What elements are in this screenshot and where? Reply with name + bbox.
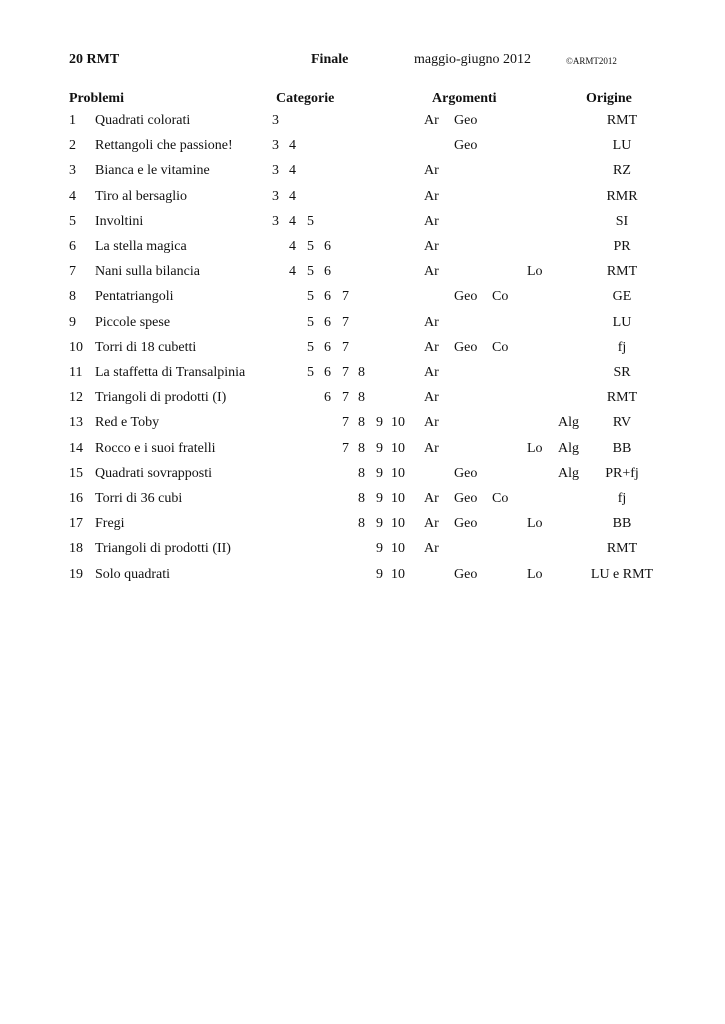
category-10: 10 (391, 466, 405, 481)
problem-title: Red e Toby (95, 415, 160, 430)
problem-title: Rettangoli che passione! (95, 138, 233, 153)
origin-code: SI (615, 214, 629, 229)
topic-alg: Alg (558, 466, 579, 481)
table-row (0, 214, 725, 239)
origin-code: PR+fj (605, 466, 639, 481)
table-row (0, 340, 725, 365)
problem-number: 8 (69, 289, 76, 304)
copyright-label: ©ARMT2012 (566, 56, 617, 66)
problem-number: 16 (69, 491, 83, 506)
category-8: 8 (358, 491, 365, 506)
category-3: 3 (272, 189, 279, 204)
category-6: 6 (324, 340, 331, 355)
topic-ar: Ar (424, 163, 439, 178)
category-9: 9 (376, 441, 383, 456)
table-row (0, 264, 725, 289)
origin-code: LU (612, 138, 632, 153)
problem-number: 4 (69, 189, 76, 204)
topic-co: Co (492, 289, 509, 304)
problem-number: 2 (69, 138, 76, 153)
category-10: 10 (391, 491, 405, 506)
problem-title: Pentatriangoli (95, 289, 174, 304)
table-row (0, 315, 725, 340)
topic-ar: Ar (424, 390, 439, 405)
topic-ar: Ar (424, 189, 439, 204)
problem-number: 9 (69, 315, 76, 330)
problem-title: La stella magica (95, 239, 187, 254)
problem-number: 5 (69, 214, 76, 229)
category-8: 8 (358, 365, 365, 380)
topic-geo: Geo (454, 138, 478, 153)
topic-ar: Ar (424, 113, 439, 128)
category-8: 8 (358, 441, 365, 456)
category-5: 5 (307, 289, 314, 304)
origin-code: BB (612, 516, 632, 531)
topic-ar: Ar (424, 264, 439, 279)
category-9: 9 (376, 491, 383, 506)
category-9: 9 (376, 415, 383, 430)
category-10: 10 (391, 441, 405, 456)
category-3: 3 (272, 138, 279, 153)
topic-co: Co (492, 491, 509, 506)
problem-title: Involtini (95, 214, 144, 229)
origin-code: RMT (606, 113, 638, 128)
category-8: 8 (358, 390, 365, 405)
problem-title: Triangoli di prodotti (II) (95, 541, 231, 556)
category-4: 4 (289, 214, 296, 229)
category-8: 8 (358, 415, 365, 430)
problem-number: 1 (69, 113, 76, 128)
table-row (0, 491, 725, 516)
category-6: 6 (324, 239, 331, 254)
topic-alg: Alg (558, 441, 579, 456)
category-7: 7 (342, 441, 349, 456)
table-row (0, 365, 725, 390)
problem-number: 3 (69, 163, 76, 178)
category-10: 10 (391, 415, 405, 430)
category-6: 6 (324, 289, 331, 304)
topic-geo: Geo (454, 567, 478, 582)
category-3: 3 (272, 163, 279, 178)
category-4: 4 (289, 264, 296, 279)
document-title: 20 RMT (69, 52, 120, 67)
problem-title: La staffetta di Transalpinia (95, 365, 246, 380)
problem-number: 15 (69, 466, 83, 481)
category-4: 4 (289, 163, 296, 178)
problem-title: Torri di 18 cubetti (95, 340, 197, 355)
problem-number: 11 (69, 365, 83, 380)
origin-code: RV (612, 415, 632, 430)
category-10: 10 (391, 567, 405, 582)
column-header-categories: Categorie (276, 91, 335, 106)
topic-ar: Ar (424, 315, 439, 330)
table-row (0, 289, 725, 314)
category-7: 7 (342, 365, 349, 380)
category-7: 7 (342, 390, 349, 405)
problem-number: 12 (69, 390, 83, 405)
topic-ar: Ar (424, 239, 439, 254)
topic-ar: Ar (424, 541, 439, 556)
table-row (0, 516, 725, 541)
problem-title: Solo quadrati (95, 567, 171, 582)
category-4: 4 (289, 138, 296, 153)
category-6: 6 (324, 365, 331, 380)
problem-title: Nani sulla bilancia (95, 264, 200, 279)
category-7: 7 (342, 315, 349, 330)
problem-title: Rocco e i suoi fratelli (95, 441, 216, 456)
origin-code: RMR (606, 189, 638, 204)
problem-title: Triangoli di prodotti (I) (95, 390, 227, 405)
origin-code: PR (613, 239, 631, 254)
problem-title: Quadrati colorati (95, 113, 191, 128)
category-8: 8 (358, 516, 365, 531)
category-9: 9 (376, 541, 383, 556)
date-label: maggio-giugno 2012 (414, 52, 532, 67)
category-4: 4 (289, 239, 296, 254)
topic-ar: Ar (424, 365, 439, 380)
problem-title: Torri di 36 cubi (95, 491, 183, 506)
category-9: 9 (376, 466, 383, 481)
category-6: 6 (324, 315, 331, 330)
problem-number: 17 (69, 516, 83, 531)
topic-ar: Ar (424, 491, 439, 506)
category-9: 9 (376, 516, 383, 531)
origin-code: RMT (606, 541, 638, 556)
origin-code: BB (612, 441, 632, 456)
category-9: 9 (376, 567, 383, 582)
column-header-topics: Argomenti (432, 91, 497, 106)
category-5: 5 (307, 365, 314, 380)
table-row (0, 113, 725, 138)
topic-lo: Lo (527, 441, 543, 456)
category-6: 6 (324, 390, 331, 405)
origin-code: RMT (606, 264, 638, 279)
category-4: 4 (289, 189, 296, 204)
topic-geo: Geo (454, 491, 478, 506)
problem-number: 10 (69, 340, 83, 355)
origin-code: RMT (606, 390, 638, 405)
topic-geo: Geo (454, 466, 478, 481)
problem-title: Quadrati sovrapposti (95, 466, 213, 481)
topic-ar: Ar (424, 441, 439, 456)
topic-geo: Geo (454, 340, 478, 355)
category-10: 10 (391, 516, 405, 531)
topic-geo: Geo (454, 289, 478, 304)
origin-code: LU e RMT (590, 567, 654, 582)
category-5: 5 (307, 340, 314, 355)
problem-number: 14 (69, 441, 83, 456)
table-row (0, 541, 725, 566)
table-row (0, 567, 725, 592)
table-row (0, 415, 725, 440)
topic-geo: Geo (454, 113, 478, 128)
problem-title: Fregi (95, 516, 125, 531)
topic-ar: Ar (424, 516, 439, 531)
column-header-origin: Origine (586, 91, 632, 106)
problem-number: 6 (69, 239, 76, 254)
origin-code: RZ (613, 163, 631, 178)
column-header-problems: Problemi (69, 91, 124, 106)
topic-lo: Lo (527, 264, 543, 279)
topic-alg: Alg (558, 415, 579, 430)
topic-lo: Lo (527, 567, 543, 582)
table-row (0, 239, 725, 264)
problem-number: 7 (69, 264, 76, 279)
table-row (0, 441, 725, 466)
table-row (0, 163, 725, 188)
category-10: 10 (391, 541, 405, 556)
category-3: 3 (272, 214, 279, 229)
origin-code: fj (617, 340, 627, 355)
problem-number: 19 (69, 567, 83, 582)
topic-ar: Ar (424, 214, 439, 229)
category-3: 3 (272, 113, 279, 128)
origin-code: LU (612, 315, 632, 330)
category-5: 5 (307, 214, 314, 229)
table-row (0, 466, 725, 491)
problem-title: Piccole spese (95, 315, 171, 330)
origin-code: SR (613, 365, 631, 380)
topic-geo: Geo (454, 516, 478, 531)
category-7: 7 (342, 415, 349, 430)
problem-number: 13 (69, 415, 83, 430)
category-5: 5 (307, 315, 314, 330)
origin-code: fj (617, 491, 627, 506)
table-row (0, 189, 725, 214)
category-7: 7 (342, 340, 349, 355)
category-8: 8 (358, 466, 365, 481)
topic-co: Co (492, 340, 509, 355)
category-5: 5 (307, 264, 314, 279)
problem-number: 18 (69, 541, 83, 556)
origin-code: GE (612, 289, 632, 304)
topic-ar: Ar (424, 340, 439, 355)
stage-label: Finale (311, 52, 349, 67)
table-row (0, 138, 725, 163)
problem-title: Tiro al bersaglio (95, 189, 188, 204)
topic-lo: Lo (527, 516, 543, 531)
category-6: 6 (324, 264, 331, 279)
table-row (0, 390, 725, 415)
topic-ar: Ar (424, 415, 439, 430)
problem-title: Bianca e le vitamine (95, 163, 210, 178)
category-5: 5 (307, 239, 314, 254)
category-7: 7 (342, 289, 349, 304)
